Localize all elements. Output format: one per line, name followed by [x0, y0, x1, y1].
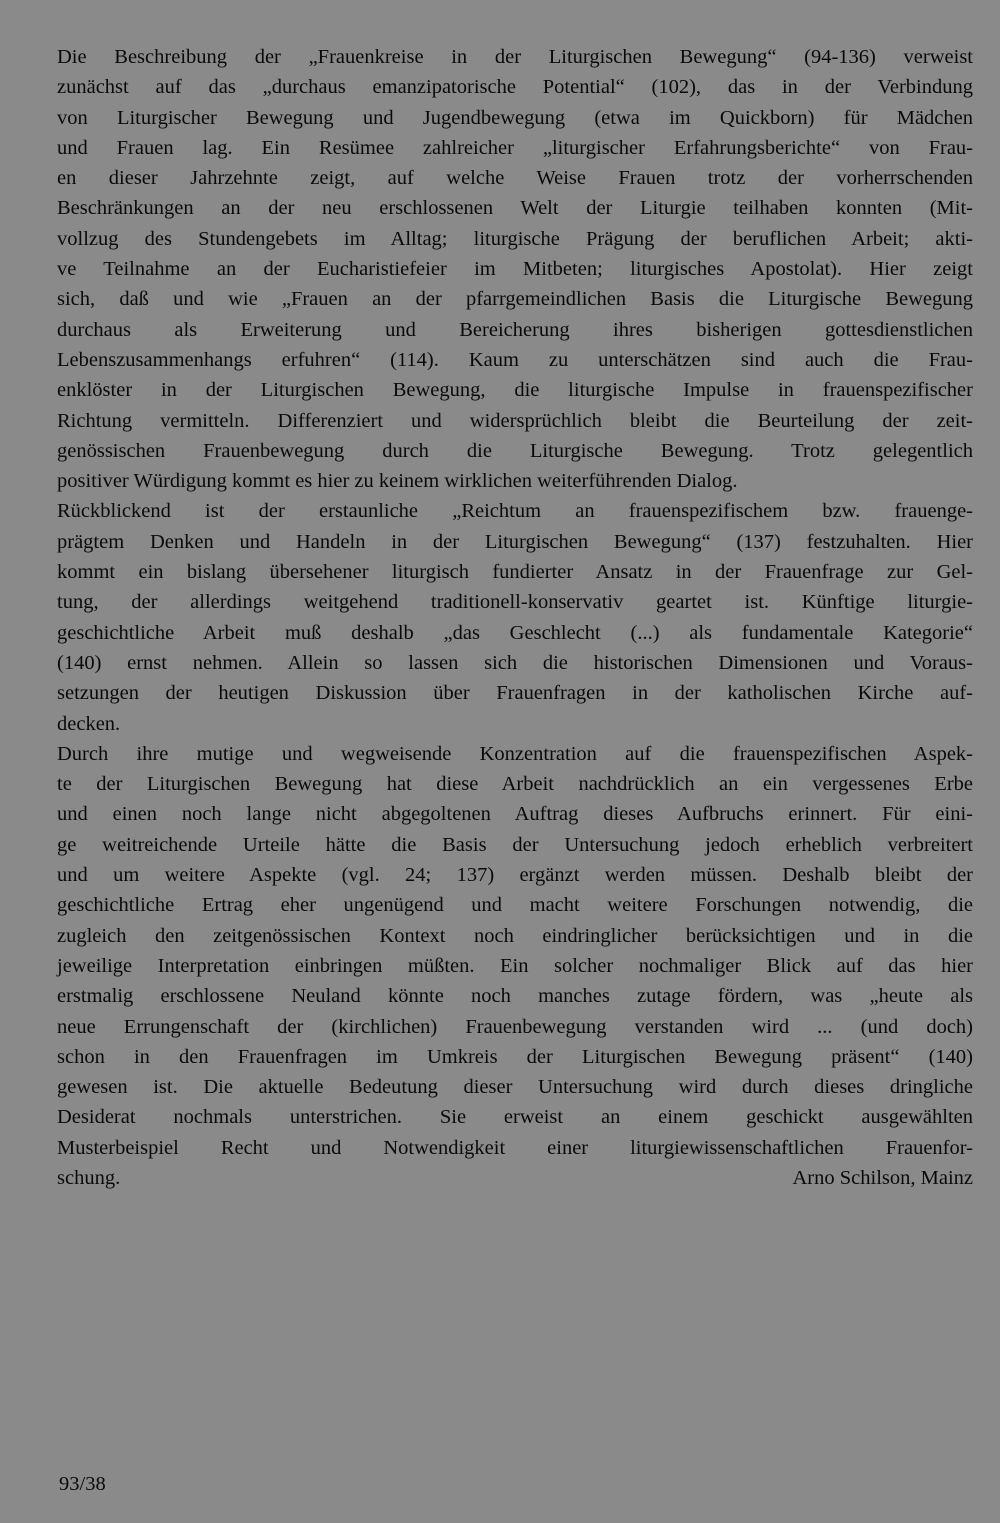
text-line: sich, daß und wie „Frauen an der pfarrgemeindlichen Basis die Liturgische Bewegung	[57, 288, 973, 311]
text-line: Lebenszusammenhangs erfuhren“ (114). Kaum zu unterschätzen sind auch die Frau-	[57, 348, 973, 371]
text-line: neue Errungenschaft der (kirchlichen) Frauenbewegung verstanden wird ... (und doch)	[57, 1015, 973, 1038]
text-line: und um weitere Aspekte (vgl. 24; 137) ergänzt werden müssen. Deshalb bleibt der	[57, 864, 973, 887]
final-line-text: schung.	[57, 1166, 121, 1189]
text-line: ve Teilnahme an der Eucharistiefeier im Mitbeten; liturgisches Apostolat). Hier zeigt	[57, 258, 973, 281]
text-line: Beschränkungen an der neu erschlossenen Welt der Liturgie teilhaben konnten (Mit-	[57, 197, 973, 220]
text-line: geschichtliche Ertrag eher ungenügend und macht weitere Forschungen notwendig, die	[57, 894, 973, 917]
text-line: kommt ein bislang übersehener liturgisch fundierter Ansatz in der Frauenfrage zur Gel-	[57, 561, 973, 584]
final-line	[57, 1163, 973, 1193]
text-line: zugleich den zeitgenössischen Kontext noch eindringlicher berücksichtigen und in die	[57, 924, 973, 947]
review-text	[57, 42, 973, 1193]
text-line: zunächst auf das „durchaus emanzipatorische Potential“ (102), das in der Verbindung	[57, 76, 973, 99]
text-line: und Frauen lag. Ein Resümee zahlreicher „liturgischer Erfahrungsberichte“ von Frau-	[57, 136, 973, 159]
text-line: erstmalig erschlossene Neuland könnte noch manches zutage fördern, was „heute als	[57, 985, 973, 1008]
text-line: Durch ihre mutige und wegweisende Konzentration auf die frauenspezifischen Aspek-	[57, 742, 973, 765]
text-line: Die Beschreibung der „Frauenkreise in der Liturgischen Bewegung“ (94-136) verweist	[57, 46, 973, 68]
text-line: prägtem Denken und Handeln in der Liturgischen Bewegung“ (137) festzuhalten. Hier	[57, 530, 973, 553]
text-line: te der Liturgischen Bewegung hat diese Arbeit nachdrücklich an ein vergessenes Erbe	[57, 773, 973, 796]
text-line: decken.	[57, 712, 121, 735]
text-line: durchaus als Erweiterung und Bereicherung ihres bisherigen gottesdienstlichen	[57, 318, 973, 341]
text-line: von Liturgischer Bewegung und Jugendbewegung (etwa im Quickborn) für Mädchen	[57, 106, 973, 129]
page-number: 93/38	[59, 1473, 106, 1495]
text-line: (140) ernst nehmen. Allein so lassen sich die historischen Dimensionen und Voraus-	[57, 651, 973, 674]
paragraph-1	[57, 42, 973, 496]
text-line: geschichtliche Arbeit muß deshalb „das Geschlecht (...) als fundamentale Kategorie“	[57, 621, 973, 644]
text-line: ge weitreichende Urteile hätte die Basis der Untersuchung jedoch erheblich verbreitert	[57, 833, 973, 856]
text-line: enklöster in der Liturgischen Bewegung, die liturgische Impulse in frauenspezifischer	[57, 379, 973, 402]
text-line: tung, der allerdings weitgehend traditionell-konservativ geartet ist. Künftige liturgie-	[57, 591, 973, 614]
text-line: jeweilige Interpretation einbringen müßten. Ein solcher nochmaliger Blick auf das hier	[57, 954, 973, 977]
text-line: und einen noch lange nicht abgegoltenen Auftrag dieses Aufbruchs erinnert. Für eini-	[57, 803, 973, 826]
text-line: genössischen Frauenbewegung durch die Liturgische Bewegung. Trotz gelegentlich	[57, 439, 973, 462]
text-line: setzungen der heutigen Diskussion über Frauenfragen in der katholischen Kirche auf-	[57, 682, 973, 705]
paragraph-2	[57, 496, 973, 738]
text-line: Musterbeispiel Recht und Notwendigkeit einer liturgiewissenschaftlichen Frauenfor-	[57, 1136, 973, 1159]
text-line: Rückblickend ist der erstaunliche „Reichtum an frauenspezifischem bzw. frauenge-	[57, 500, 973, 523]
text-line: gewesen ist. Die aktuelle Bedeutung dieser Untersuchung wird durch dieses dringliche	[57, 1076, 973, 1099]
text-line: schon in den Frauenfragen im Umkreis der Liturgischen Bewegung präsent“ (140)	[57, 1045, 973, 1068]
paragraph-3	[57, 739, 973, 1193]
text-line: en dieser Jahrzehnte zeigt, auf welche Weise Frauen trotz der vorherrschenden	[57, 167, 973, 190]
author-signature: Arno Schilson, Mainz	[792, 1166, 973, 1189]
text-line: Desiderat nochmals unterstrichen. Sie erweist an einem geschickt ausgewählten	[57, 1106, 973, 1129]
text-line: vollzug des Stundengebets im Alltag; liturgische Prägung der beruflichen Arbeit; akti-	[57, 227, 973, 250]
text-line: Richtung vermitteln. Differenziert und widersprüchlich bleibt die Beurteilung der zeit-	[57, 409, 973, 432]
text-line: positiver Würdigung kommt es hier zu keinem wirklichen weiterführenden Dialog.	[57, 470, 738, 493]
